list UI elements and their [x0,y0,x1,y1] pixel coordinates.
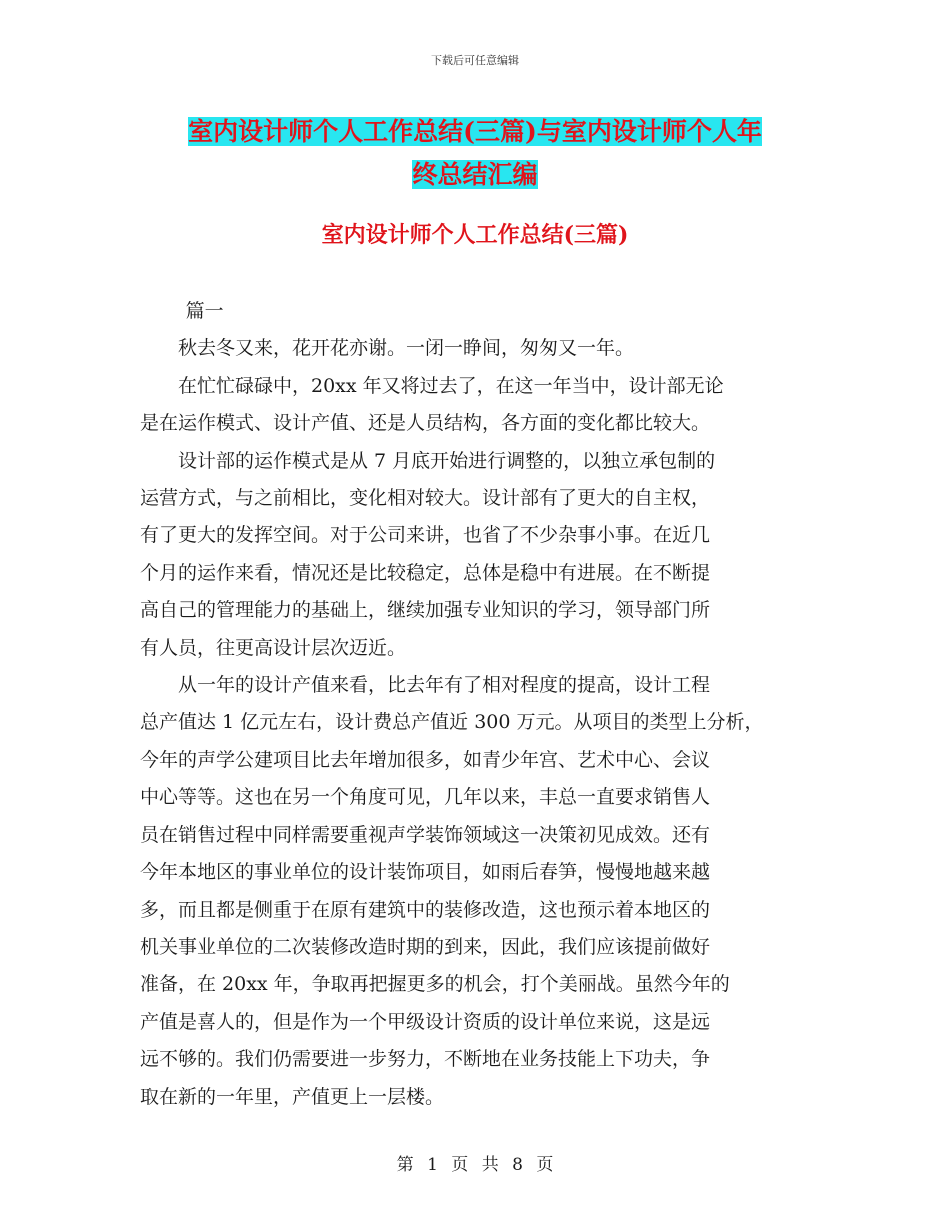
paragraph-line: 多，而且都是侧重于在原有建筑中的装修改造，这也预示着本地区的 [140,898,711,921]
paragraph-line: 是在运作模式、设计产值、还是人员结构，各方面的变化都比较大。 [140,412,711,435]
title-line-1: 室内设计师个人工作总结(三篇)与室内设计师个人年 [188,117,762,146]
paragraph-line: 产值是喜人的，但是作为一个甲级设计资质的设计单位来说，这是远 [140,1010,711,1033]
paragraph-line: 远不够的。我们仍需要进一步努力，不断地在业务技能上下功夫，争 [140,1048,711,1071]
paragraph-line: 今年的声学公建项目比去年增加很多，如青少年宫、艺术中心、会议 [140,748,711,771]
paragraph-line: 在忙忙碌碌中，20xx 年又将过去了，在这一年当中，设计部无论 [178,374,724,397]
paragraph-line: 高自己的管理能力的基础上，继续加强专业知识的学习，领导部门所 [140,599,711,622]
paragraph-line: 运营方式，与之前相比，变化相对较大。设计部有了更大的自主权， [140,487,711,510]
paragraph-line: 准备，在 20xx 年，争取再把握更多的机会，打个美丽战。虽然今年的 [140,973,730,996]
page-footer: 第 1 页 共 8 页 [396,1155,554,1175]
document-body [140,293,812,1116]
section-title: 室内设计师个人工作总结(三篇) [321,222,629,248]
paragraph: 秋去冬又来，花开花亦谢。一闭一睁间，匆匆又一年。 [178,337,635,360]
paragraph-line: 有人员，往更高设计层次迈近。 [140,636,407,659]
document-title [0,110,950,196]
paragraph-line: 中心等等。这也在另一个角度可见，几年以来，丰总一直要求销售人 [140,786,711,809]
paragraph-label: 篇一 [185,300,224,322]
paragraph-line: 设计部的运作模式是从 7 月底开始进行调整的，以独立承包制的 [178,449,716,472]
header-note: 下载后可任意编辑 [431,54,519,67]
paragraph-line: 总产值达 1 亿元左右，设计费总产值近 300 万元。从项目的类型上分析， [140,711,764,734]
paragraph-line: 个月的运作来看，情况还是比较稳定，总体是稳中有进展。在不断提 [140,561,711,584]
title-line-2: 终总结汇编 [412,160,538,189]
paragraph-line: 有了更大的发挥空间。对于公司来讲，也省了不少杂事小事。在近几 [140,524,711,547]
paragraph-line: 员在销售过程中同样需要重视声学装饰领域这一决策初见成效。还有 [140,823,711,846]
paragraph-line: 机关事业单位的二次装修改造时期的到来，因此，我们应该提前做好 [140,935,711,958]
paragraph-line: 今年本地区的事业单位的设计装饰项目，如雨后春笋，慢慢地越来越 [140,861,711,884]
paragraph-line: 从一年的设计产值来看，比去年有了相对程度的提高，设计工程 [178,674,711,697]
paragraph-line: 取在新的一年里，产值更上一层楼。 [140,1085,445,1108]
